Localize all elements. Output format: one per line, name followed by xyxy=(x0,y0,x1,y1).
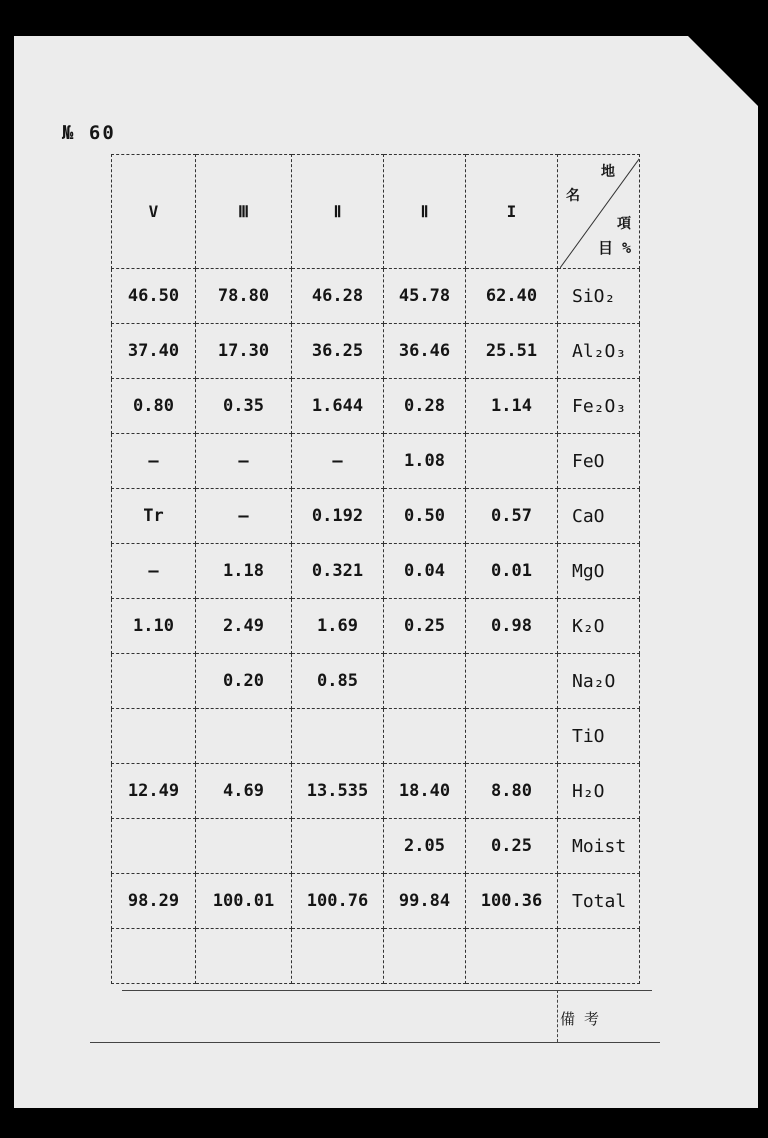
value-cell xyxy=(112,654,196,709)
document-number: № 60 xyxy=(62,122,116,144)
value-cell xyxy=(384,929,466,984)
value-cell: 0.25 xyxy=(466,819,558,874)
table-row xyxy=(112,599,640,654)
table-row xyxy=(112,434,640,489)
value-cell: 46.28 xyxy=(292,269,384,324)
table-row xyxy=(112,874,640,929)
column-header: I xyxy=(466,155,558,269)
value-cell: 0.192 xyxy=(292,489,384,544)
table-row xyxy=(112,929,640,984)
table-row xyxy=(112,489,640,544)
value-cell: 2.05 xyxy=(384,819,466,874)
component-label: H₂O xyxy=(558,764,640,819)
value-cell: 0.50 xyxy=(384,489,466,544)
value-cell: — xyxy=(196,434,292,489)
value-cell: 37.40 xyxy=(112,324,196,379)
column-header: Ⅲ xyxy=(196,155,292,269)
header-row xyxy=(112,155,640,269)
value-cell: 12.49 xyxy=(112,764,196,819)
value-cell: 46.50 xyxy=(112,269,196,324)
component-label: K₂O xyxy=(558,599,640,654)
value-cell xyxy=(112,709,196,764)
value-cell xyxy=(112,929,196,984)
value-cell: 8.80 xyxy=(466,764,558,819)
value-cell: 78.80 xyxy=(196,269,292,324)
component-label: FeO xyxy=(558,434,640,489)
document-page xyxy=(14,36,758,1108)
component-label: Moist xyxy=(558,819,640,874)
table-row xyxy=(112,324,640,379)
value-cell: Tr xyxy=(112,489,196,544)
value-cell: 1.08 xyxy=(384,434,466,489)
component-label xyxy=(558,929,640,984)
value-cell: 1.18 xyxy=(196,544,292,599)
component-label: Total xyxy=(558,874,640,929)
remarks-label: 備 考 xyxy=(560,1010,600,1028)
column-header: Ⅱ xyxy=(384,155,466,269)
value-cell: 1.14 xyxy=(466,379,558,434)
value-cell: — xyxy=(112,434,196,489)
component-label: MgO xyxy=(558,544,640,599)
footer-divider xyxy=(557,990,558,1042)
value-cell: 0.98 xyxy=(466,599,558,654)
value-cell: 0.57 xyxy=(466,489,558,544)
value-cell: — xyxy=(112,544,196,599)
value-cell: 36.25 xyxy=(292,324,384,379)
table-row xyxy=(112,764,640,819)
value-cell xyxy=(196,819,292,874)
value-cell: 17.30 xyxy=(196,324,292,379)
table-row xyxy=(112,819,640,874)
value-cell xyxy=(466,709,558,764)
value-cell: 98.29 xyxy=(112,874,196,929)
value-cell xyxy=(466,654,558,709)
component-label: Al₂O₃ xyxy=(558,324,640,379)
corner-item-label: 項 xyxy=(617,216,631,232)
value-cell: 62.40 xyxy=(466,269,558,324)
component-label: CaO xyxy=(558,489,640,544)
corner-name-label: 名 xyxy=(566,188,580,204)
value-cell: 99.84 xyxy=(384,874,466,929)
assay-table xyxy=(111,154,640,984)
column-header: Ⅱ xyxy=(292,155,384,269)
value-cell: 0.20 xyxy=(196,654,292,709)
table-row xyxy=(112,709,640,764)
value-cell: 100.36 xyxy=(466,874,558,929)
value-cell: 0.25 xyxy=(384,599,466,654)
value-cell: 1.69 xyxy=(292,599,384,654)
corner-unit-label: 目 % xyxy=(597,239,631,257)
table-row xyxy=(112,269,640,324)
value-cell: 2.49 xyxy=(196,599,292,654)
value-cell xyxy=(196,929,292,984)
table-row xyxy=(112,379,640,434)
component-label: Fe₂O₃ xyxy=(558,379,640,434)
value-cell: 0.01 xyxy=(466,544,558,599)
folded-corner xyxy=(688,36,758,106)
value-cell: 1.644 xyxy=(292,379,384,434)
value-cell: 25.51 xyxy=(466,324,558,379)
corner-top-label: 地 xyxy=(601,164,615,180)
value-cell xyxy=(292,709,384,764)
component-label: Na₂O xyxy=(558,654,640,709)
value-cell: 0.80 xyxy=(112,379,196,434)
value-cell: 45.78 xyxy=(384,269,466,324)
value-cell xyxy=(112,819,196,874)
value-cell: 13.535 xyxy=(292,764,384,819)
value-cell: 0.85 xyxy=(292,654,384,709)
column-header: V xyxy=(112,155,196,269)
value-cell: 0.28 xyxy=(384,379,466,434)
value-cell xyxy=(384,709,466,764)
value-cell: 0.35 xyxy=(196,379,292,434)
value-cell xyxy=(466,929,558,984)
footer-rule xyxy=(122,990,652,991)
value-cell: 0.04 xyxy=(384,544,466,599)
value-cell: 1.10 xyxy=(112,599,196,654)
value-cell: — xyxy=(196,489,292,544)
value-cell: 36.46 xyxy=(384,324,466,379)
value-cell: 18.40 xyxy=(384,764,466,819)
table-row xyxy=(112,544,640,599)
value-cell: 100.76 xyxy=(292,874,384,929)
value-cell xyxy=(384,654,466,709)
component-label: SiO₂ xyxy=(558,269,640,324)
value-cell xyxy=(292,929,384,984)
table-row xyxy=(112,654,640,709)
value-cell xyxy=(466,434,558,489)
value-cell: — xyxy=(292,434,384,489)
value-cell: 100.01 xyxy=(196,874,292,929)
value-cell: 4.69 xyxy=(196,764,292,819)
value-cell: 0.321 xyxy=(292,544,384,599)
bottom-rule xyxy=(90,1042,660,1043)
component-label: TiO xyxy=(558,709,640,764)
corner-header-cell xyxy=(558,155,640,269)
value-cell xyxy=(196,709,292,764)
value-cell xyxy=(292,819,384,874)
